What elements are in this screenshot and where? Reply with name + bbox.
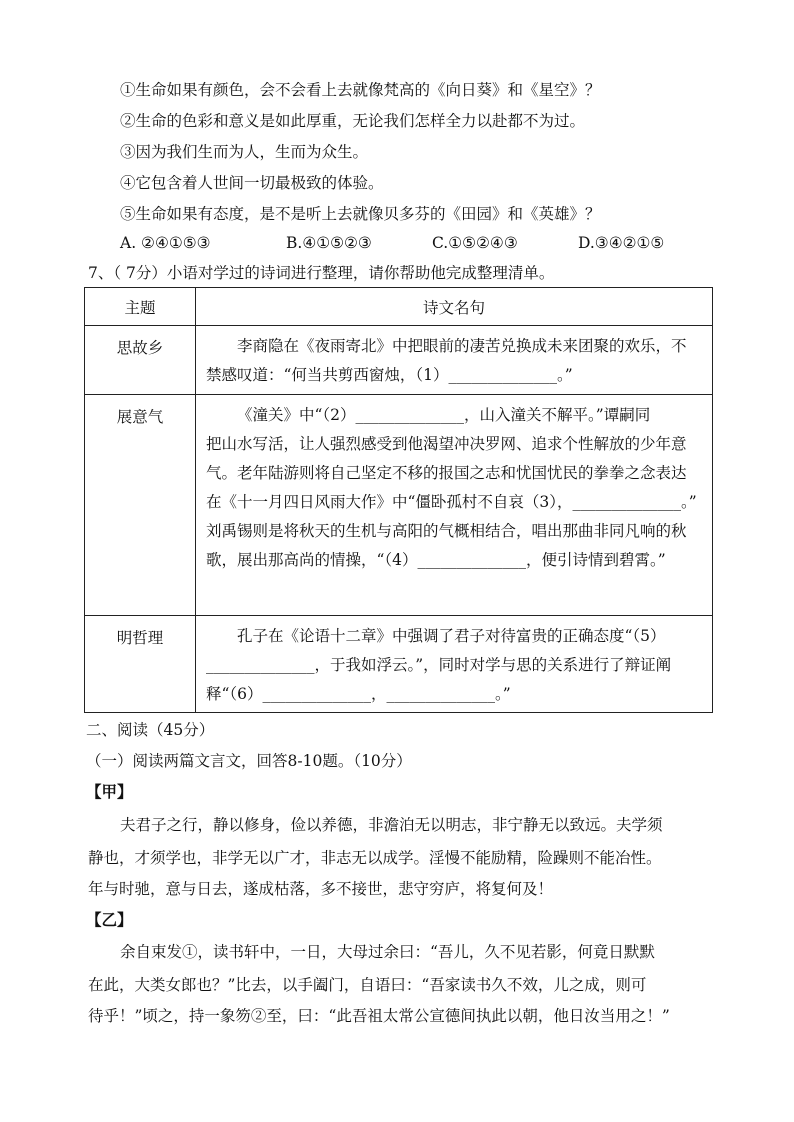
- row-line: 《潼关》中“（2）______________，山入潼关不解平。”谭嗣同: [237, 406, 651, 424]
- row-topic: 思故乡: [116, 339, 164, 357]
- row-line: 气。老年陆游则将自己坚定不移的报国之志和忧国忧民的拳拳之念表达: [206, 464, 687, 482]
- choice-d: D.③④②①⑤: [578, 234, 665, 252]
- row-content: [196, 326, 712, 390]
- passage-jia-line: 夫君子之行，静以修身，俭以养德，非澹泊无以明志，非宁静无以致远。夫学须: [120, 816, 663, 834]
- row-line: 歌，展出那高尚的情操，“（4）______________，便引诗情到碧霄。”: [206, 551, 666, 569]
- row-line: 孔子在《论语十二章》中强调了君子对待富贵的正确态度“（5）: [237, 627, 666, 645]
- row-line: 释“（6）______________，______________。”: [206, 685, 511, 703]
- row-line: 刘禹锡则是将秋天的生机与高阳的气概相结合，唱出那曲非同凡响的秋: [206, 522, 687, 540]
- row-line: 在《十一月四日风雨大作》中“僵卧孤村不自哀（3），______________。”: [206, 493, 697, 511]
- passage-yi-line: 在此，大类女郎也？”比去，以手阖门，自语曰：“吾家读书久不效，儿之成，则可: [88, 976, 647, 994]
- option-4: ④它包含着人世间一切最极致的体验。: [120, 174, 384, 192]
- option-5: ⑤生命如果有态度，是不是听上去就像贝多芬的《田园》和《英雄》？: [120, 205, 601, 223]
- row-content: [196, 616, 712, 709]
- row-line: 把山水写活，让人强烈感受到他渴望冲决罗网、追求个性解放的少年意: [206, 435, 687, 453]
- poetry-table: [84, 287, 713, 713]
- row-line: ______________，于我如浮云。”，同时对学与思的关系进行了辩证阐: [206, 656, 672, 674]
- table-row: [85, 326, 713, 395]
- row-content: [196, 395, 712, 575]
- row-topic: 明哲理: [116, 629, 164, 647]
- answer-choices: [120, 234, 740, 254]
- passage-yi-label: 【乙】: [86, 910, 133, 929]
- passage-jia-line: 年与时驰，意与日去，遂成枯落，多不接世，悲守穷庐，将复何及！: [88, 880, 554, 898]
- section-2-title: 二、阅读（45分）: [86, 721, 215, 739]
- row-line: 禁感叹道：“何当共剪西窗烛，（1）______________。”: [206, 366, 573, 384]
- option-3: ③因为我们生而为人，生而为众生。: [120, 143, 369, 161]
- choice-b: B.④①⑤②③: [286, 234, 372, 252]
- table-row: [85, 616, 713, 713]
- row-topic: 展意气: [116, 408, 164, 426]
- choice-c: C.①⑤②④③: [432, 234, 518, 252]
- section-2-subtitle: （一）阅读两篇文言文，回答8-10题。（10分）: [86, 752, 412, 770]
- passage-jia-line: 静也，才须学也，非学无以广才，非志无以成学。淫慢不能励精，险躁则不能冶性。: [88, 849, 662, 867]
- option-1: ①生命如果有颜色，会不会看上去就像梵高的《向日葵》和《星空》？: [120, 81, 601, 99]
- passage-yi-line: 待乎！”顷之，持一象笏②至，曰：“此吾祖太常公宣德间执此以朝，他日汝当用之！”: [88, 1007, 670, 1025]
- question-7-title: 7、（ 7分）小语对学过的诗词进行整理，请你帮助他完成整理清单。: [88, 264, 555, 282]
- choice-a: A. ②④①⑤③: [120, 234, 211, 252]
- passage-yi-line: 余自束发①，读书轩中，一日，大母过余曰：“吾儿，久不见若影，何竟日默默: [120, 943, 655, 961]
- table-header-row: [85, 288, 713, 326]
- header-content: 诗文名句: [196, 288, 713, 326]
- row-line: 李商隐在《夜雨寄北》中把眼前的凄苦兑换成未来团聚的欢乐，不: [237, 337, 687, 355]
- option-2: ②生命的色彩和意义是如此厚重，无论我们怎样全力以赴都不为过。: [120, 112, 586, 130]
- table-row: [85, 395, 713, 616]
- header-topic: 主题: [85, 288, 196, 326]
- passage-jia-label: 【甲】: [86, 782, 133, 801]
